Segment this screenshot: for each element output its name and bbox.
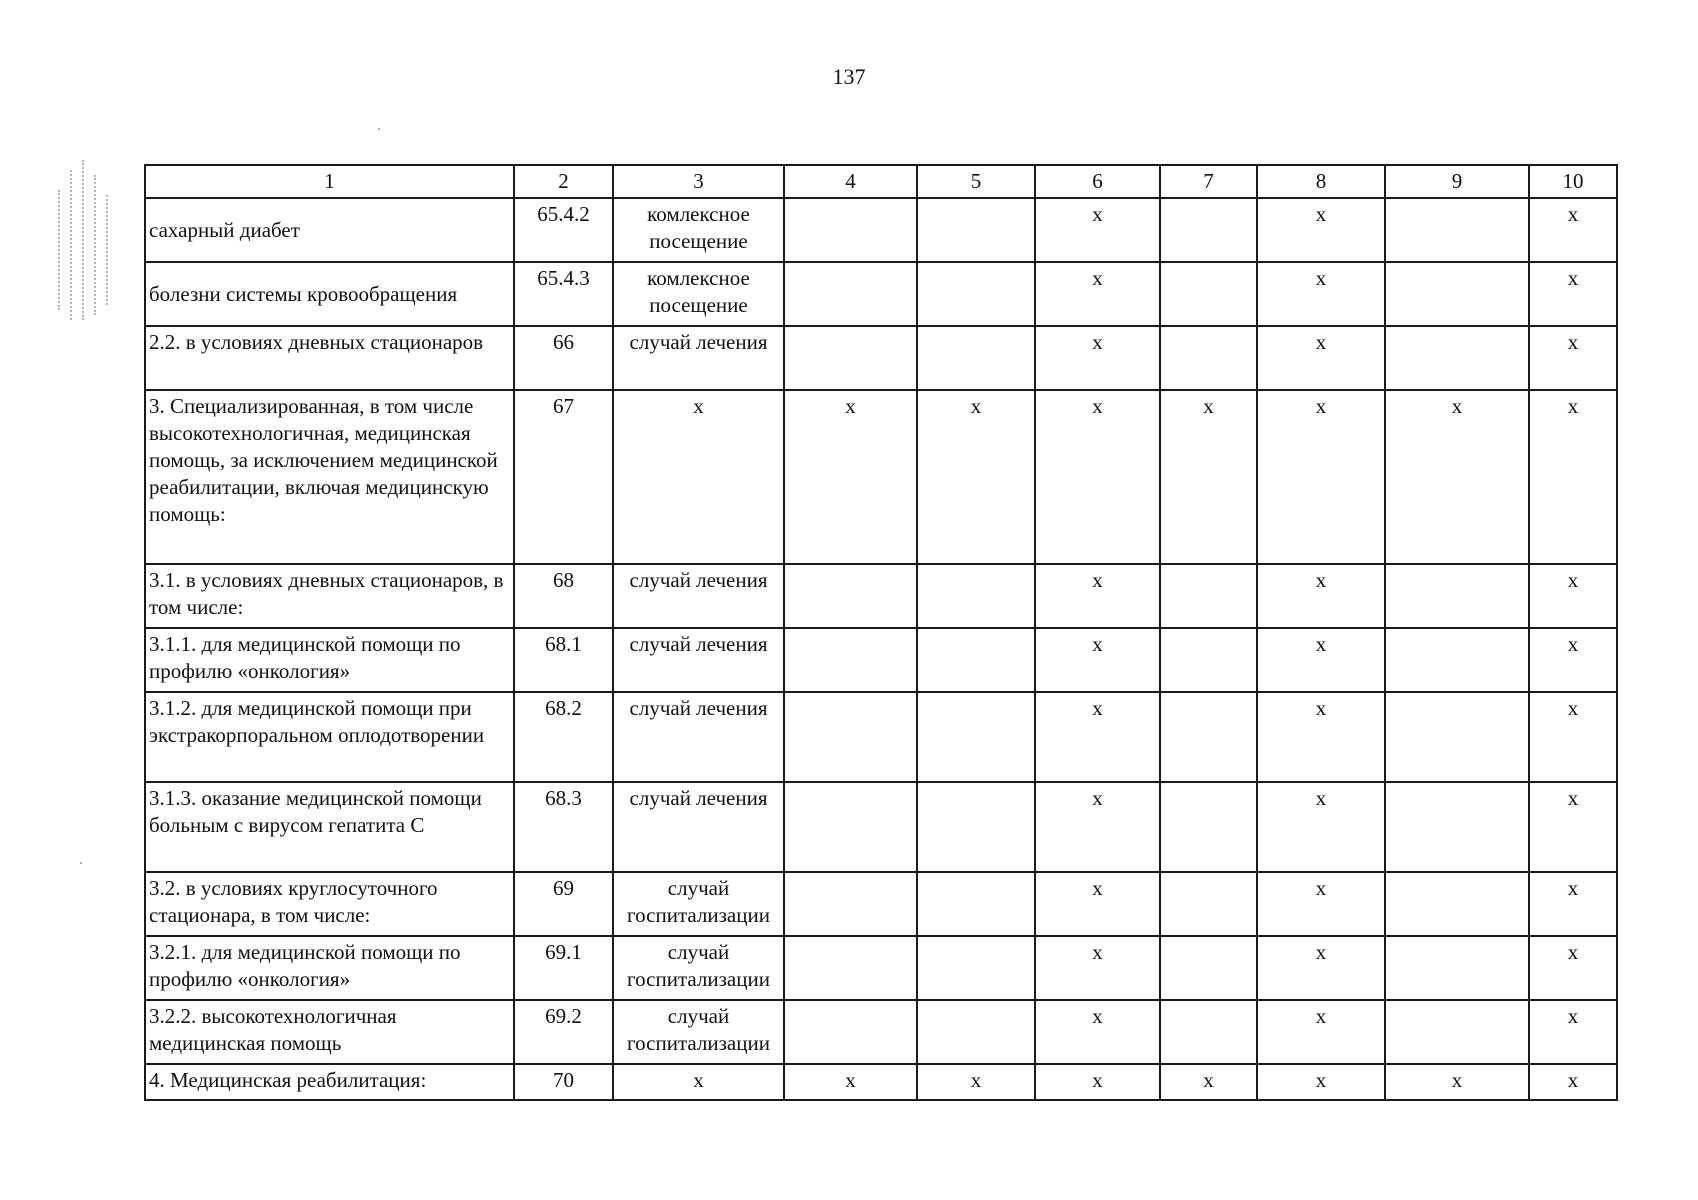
row-unit: случай лечения xyxy=(613,564,784,628)
table-row xyxy=(145,1000,1617,1064)
cell-c6: х xyxy=(1035,198,1160,262)
column-header: 2 xyxy=(514,165,613,198)
cell-c4 xyxy=(784,936,917,1000)
cell-c7 xyxy=(1160,198,1257,262)
row-unit: х xyxy=(613,1064,784,1100)
row-name: 2.2. в условиях дневных стационаров xyxy=(145,326,514,390)
cell-c5 xyxy=(917,628,1035,692)
cell-c8: х xyxy=(1257,564,1385,628)
row-unit: случай госпитализации xyxy=(613,936,784,1000)
cell-c5: х xyxy=(917,1064,1035,1100)
row-unit: случай лечения xyxy=(613,782,784,872)
cell-c8: х xyxy=(1257,936,1385,1000)
row-name: 3.2. в условиях круглосуточного стационара, в том числе: xyxy=(145,872,514,936)
row-code: 68.3 xyxy=(514,782,613,872)
column-header: 8 xyxy=(1257,165,1385,198)
cell-c8: х xyxy=(1257,782,1385,872)
row-code: 66 xyxy=(514,326,613,390)
cell-c10: х xyxy=(1529,262,1617,326)
row-code: 65.4.3 xyxy=(514,262,613,326)
row-unit: х xyxy=(613,390,784,564)
cell-c10: х xyxy=(1529,782,1617,872)
cell-c6: х xyxy=(1035,390,1160,564)
cell-c4 xyxy=(784,782,917,872)
row-code: 67 xyxy=(514,390,613,564)
row-code: 68.2 xyxy=(514,692,613,782)
cell-c7 xyxy=(1160,326,1257,390)
cell-c6: х xyxy=(1035,262,1160,326)
cell-c9 xyxy=(1385,262,1529,326)
row-code: 65.4.2 xyxy=(514,198,613,262)
cell-c7: х xyxy=(1160,390,1257,564)
cell-c5 xyxy=(917,782,1035,872)
cell-c8: х xyxy=(1257,390,1385,564)
cell-c6: х xyxy=(1035,564,1160,628)
cell-c8: х xyxy=(1257,1064,1385,1100)
cell-c10: х xyxy=(1529,936,1617,1000)
cell-c9 xyxy=(1385,872,1529,936)
column-header: 7 xyxy=(1160,165,1257,198)
scan-speck xyxy=(80,862,82,864)
table-row xyxy=(145,692,1617,782)
cell-c8: х xyxy=(1257,872,1385,936)
cell-c10: х xyxy=(1529,390,1617,564)
table-row xyxy=(145,262,1617,326)
cell-c8: х xyxy=(1257,628,1385,692)
cell-c8: х xyxy=(1257,198,1385,262)
row-unit: комлексное посещение xyxy=(613,198,784,262)
cell-c7: х xyxy=(1160,1064,1257,1100)
cell-c9: х xyxy=(1385,390,1529,564)
cell-c10: х xyxy=(1529,198,1617,262)
header-row xyxy=(145,165,1617,198)
row-name: 3.1.1. для медицинской помощи по профилю «онкология» xyxy=(145,628,514,692)
cell-c10: х xyxy=(1529,628,1617,692)
cell-c9 xyxy=(1385,564,1529,628)
column-header: 9 xyxy=(1385,165,1529,198)
table-row xyxy=(145,390,1617,564)
cell-c9 xyxy=(1385,782,1529,872)
cell-c4 xyxy=(784,564,917,628)
cell-c4 xyxy=(784,198,917,262)
cell-c6: х xyxy=(1035,692,1160,782)
page-number: 137 xyxy=(832,64,866,89)
cell-c5 xyxy=(917,564,1035,628)
cell-c8: х xyxy=(1257,1000,1385,1064)
cell-c8: х xyxy=(1257,326,1385,390)
margin-stamp-icon xyxy=(58,150,120,340)
cell-c10: х xyxy=(1529,692,1617,782)
row-code: 69 xyxy=(514,872,613,936)
table-row xyxy=(145,198,1617,262)
cell-c5 xyxy=(917,692,1035,782)
row-name: 3.1.2. для медицинской помощи при экстракорпоральном оплодотворении xyxy=(145,692,514,782)
row-unit: случай лечения xyxy=(613,692,784,782)
cell-c4: х xyxy=(784,1064,917,1100)
cell-c7 xyxy=(1160,782,1257,872)
cell-c4: х xyxy=(784,390,917,564)
row-unit: случай госпитализации xyxy=(613,1000,784,1064)
table-row xyxy=(145,872,1617,936)
table-row xyxy=(145,936,1617,1000)
cell-c9 xyxy=(1385,1000,1529,1064)
cell-c5 xyxy=(917,262,1035,326)
main-table xyxy=(144,164,1618,1101)
column-header: 6 xyxy=(1035,165,1160,198)
row-name: 3.2.1. для медицинской помощи по профилю «онкология» xyxy=(145,936,514,1000)
cell-c4 xyxy=(784,326,917,390)
column-header: 3 xyxy=(613,165,784,198)
cell-c7 xyxy=(1160,872,1257,936)
column-header: 4 xyxy=(784,165,917,198)
cell-c7 xyxy=(1160,936,1257,1000)
row-name: 3.1.3. оказание медицинской помощи больным с вирусом гепатита С xyxy=(145,782,514,872)
row-unit: случай лечения xyxy=(613,326,784,390)
cell-c4 xyxy=(784,1000,917,1064)
table-row xyxy=(145,628,1617,692)
row-unit: комлексное посещение xyxy=(613,262,784,326)
cell-c8: х xyxy=(1257,262,1385,326)
row-name: 3.2.2. высокотехнологичная медицинская помощь xyxy=(145,1000,514,1064)
scan-speck xyxy=(378,128,380,130)
table-row xyxy=(145,1064,1617,1100)
cell-c10: х xyxy=(1529,564,1617,628)
cell-c7 xyxy=(1160,628,1257,692)
cell-c7 xyxy=(1160,1000,1257,1064)
cell-c9 xyxy=(1385,628,1529,692)
row-name: 3. Специализированная, в том числе высокотехнологичная, медицинская помощь, за исключением медицинской реабилитации, включая медицинскую помощь: xyxy=(145,390,514,564)
cell-c7 xyxy=(1160,564,1257,628)
cell-c9 xyxy=(1385,198,1529,262)
cell-c6: х xyxy=(1035,326,1160,390)
cell-c6: х xyxy=(1035,936,1160,1000)
table-row xyxy=(145,564,1617,628)
row-name: болезни системы кровообращения xyxy=(145,262,514,326)
table-row xyxy=(145,326,1617,390)
cell-c10: х xyxy=(1529,872,1617,936)
cell-c10: х xyxy=(1529,326,1617,390)
cell-c6: х xyxy=(1035,628,1160,692)
row-name: сахарный диабет xyxy=(145,198,514,262)
cell-c7 xyxy=(1160,692,1257,782)
cell-c5 xyxy=(917,326,1035,390)
row-name: 4. Медицинская реабилитация: xyxy=(145,1064,514,1100)
cell-c5 xyxy=(917,1000,1035,1064)
cell-c4 xyxy=(784,872,917,936)
row-code: 70 xyxy=(514,1064,613,1100)
row-code: 68.1 xyxy=(514,628,613,692)
cell-c6: х xyxy=(1035,782,1160,872)
cell-c5 xyxy=(917,872,1035,936)
cell-c6: х xyxy=(1035,1000,1160,1064)
cell-c10: х xyxy=(1529,1064,1617,1100)
column-header: 10 xyxy=(1529,165,1617,198)
column-header: 1 xyxy=(145,165,514,198)
cell-c9 xyxy=(1385,692,1529,782)
cell-c4 xyxy=(784,692,917,782)
cell-c6: х xyxy=(1035,872,1160,936)
row-code: 68 xyxy=(514,564,613,628)
cell-c9 xyxy=(1385,936,1529,1000)
cell-c5 xyxy=(917,198,1035,262)
cell-c7 xyxy=(1160,262,1257,326)
cell-c9 xyxy=(1385,326,1529,390)
cell-c4 xyxy=(784,628,917,692)
row-code: 69.1 xyxy=(514,936,613,1000)
cell-c4 xyxy=(784,262,917,326)
cell-c6: х xyxy=(1035,1064,1160,1100)
row-name: 3.1. в условиях дневных стационаров, в том числе: xyxy=(145,564,514,628)
cell-c5 xyxy=(917,936,1035,1000)
cell-c8: х xyxy=(1257,692,1385,782)
row-code: 69.2 xyxy=(514,1000,613,1064)
table-row xyxy=(145,782,1617,872)
column-header: 5 xyxy=(917,165,1035,198)
cell-c9: х xyxy=(1385,1064,1529,1100)
row-unit: случай лечения xyxy=(613,628,784,692)
cell-c5: х xyxy=(917,390,1035,564)
cell-c10: х xyxy=(1529,1000,1617,1064)
row-unit: случай госпитализации xyxy=(613,872,784,936)
